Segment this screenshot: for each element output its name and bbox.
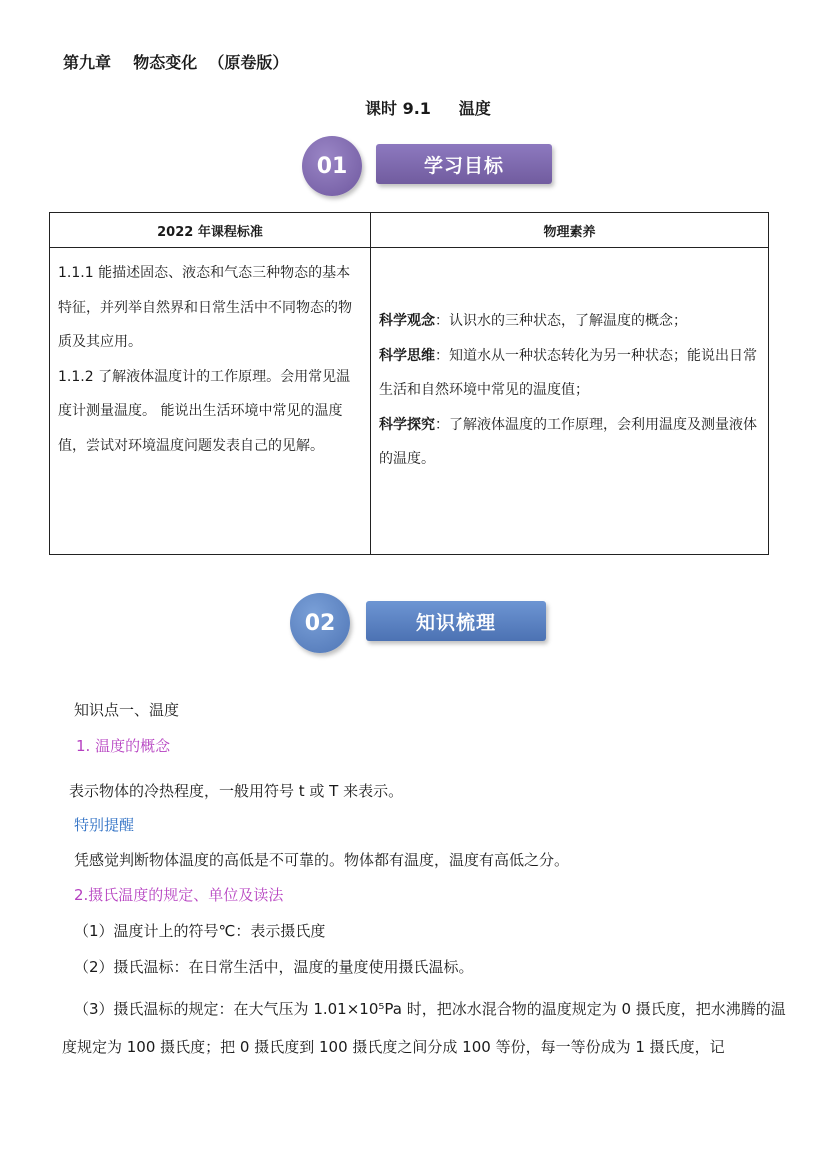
celsius-item-1: （1）温度计上的符号℃：表示摄氏度 bbox=[74, 922, 326, 940]
special-note-text: 凭感觉判断物体温度的高低是不可靠的。物体都有温度，温度有高低之分。 bbox=[74, 851, 570, 869]
knowledge-point-heading: 知识点一、温度 bbox=[74, 701, 180, 719]
special-note-title: 特别提醒 bbox=[74, 816, 135, 834]
standard-item: 1.1.2 了解液体温度计的工作原理。会用常见温度计测量温度。 能说出生活环境中常见的温度值，尝试对环境温度问题发表自己的见解。 bbox=[58, 368, 351, 454]
subheading-celsius: 2.摄氏温度的规定、单位及读法 bbox=[74, 886, 284, 904]
literacy-text: ：知道水从一种状态转化为另一种状态；能说出日常生活和自然环境中常见的温度值； bbox=[379, 347, 757, 398]
learning-goals-banner bbox=[302, 136, 554, 200]
literacy-key: 科学探究 bbox=[379, 416, 435, 433]
literacy-cell bbox=[371, 248, 769, 555]
literacy-text: ：认识水的三种状态，了解温度的概念； bbox=[435, 313, 687, 329]
lesson-title: 课时 9.1 温度 bbox=[365, 99, 491, 118]
table-header-standard: 2022 年课程标准 bbox=[50, 213, 371, 248]
standards-table bbox=[49, 212, 769, 555]
knowledge-review-banner bbox=[290, 593, 550, 657]
standards-cell bbox=[50, 248, 371, 555]
literacy-key: 科学观念 bbox=[379, 313, 435, 329]
section-label: 学习目标 bbox=[376, 144, 552, 184]
literacy-item bbox=[379, 304, 762, 339]
standard-item: 1.1.1 能描述固态、液态和气态三种物态的基本特征，并列举自然界和日常生活中不同物态的物质及其应用。 bbox=[58, 265, 352, 350]
section-number-badge: 02 bbox=[290, 593, 350, 653]
definition-text: 表示物体的冷热程度，一般用符号 t 或 T 来表示。 bbox=[69, 782, 404, 800]
literacy-text: ：了解液体温度的工作原理，会利用温度及测量液体的温度。 bbox=[379, 416, 757, 467]
celsius-item-2: （2）摄氏温标：在日常生活中，温度的量度使用摄氏温标。 bbox=[74, 958, 474, 976]
table-header-literacy: 物理素养 bbox=[371, 213, 769, 248]
literacy-item bbox=[379, 408, 762, 477]
celsius-item-3: （3）摄氏温标的规定：在大气压为 1.01×10⁵Pa 时，把冰水混合物的温度规定为 0 摄氏度，把水沸腾的温度规定为 100 摄氏度；把 0 摄氏度到 100 摄氏度之间分成 100 等份，每一等份成为 1 摄氏度，记 bbox=[62, 1000, 786, 1056]
subheading-temperature-concept: 1. 温度的概念 bbox=[76, 737, 171, 755]
chapter-title: 第九章 物态变化 （原卷版） bbox=[63, 53, 289, 72]
literacy-key: 科学思维 bbox=[379, 347, 435, 364]
literacy-item bbox=[379, 339, 762, 408]
section-number-badge: 01 bbox=[302, 136, 362, 196]
section-label: 知识梳理 bbox=[366, 601, 546, 641]
